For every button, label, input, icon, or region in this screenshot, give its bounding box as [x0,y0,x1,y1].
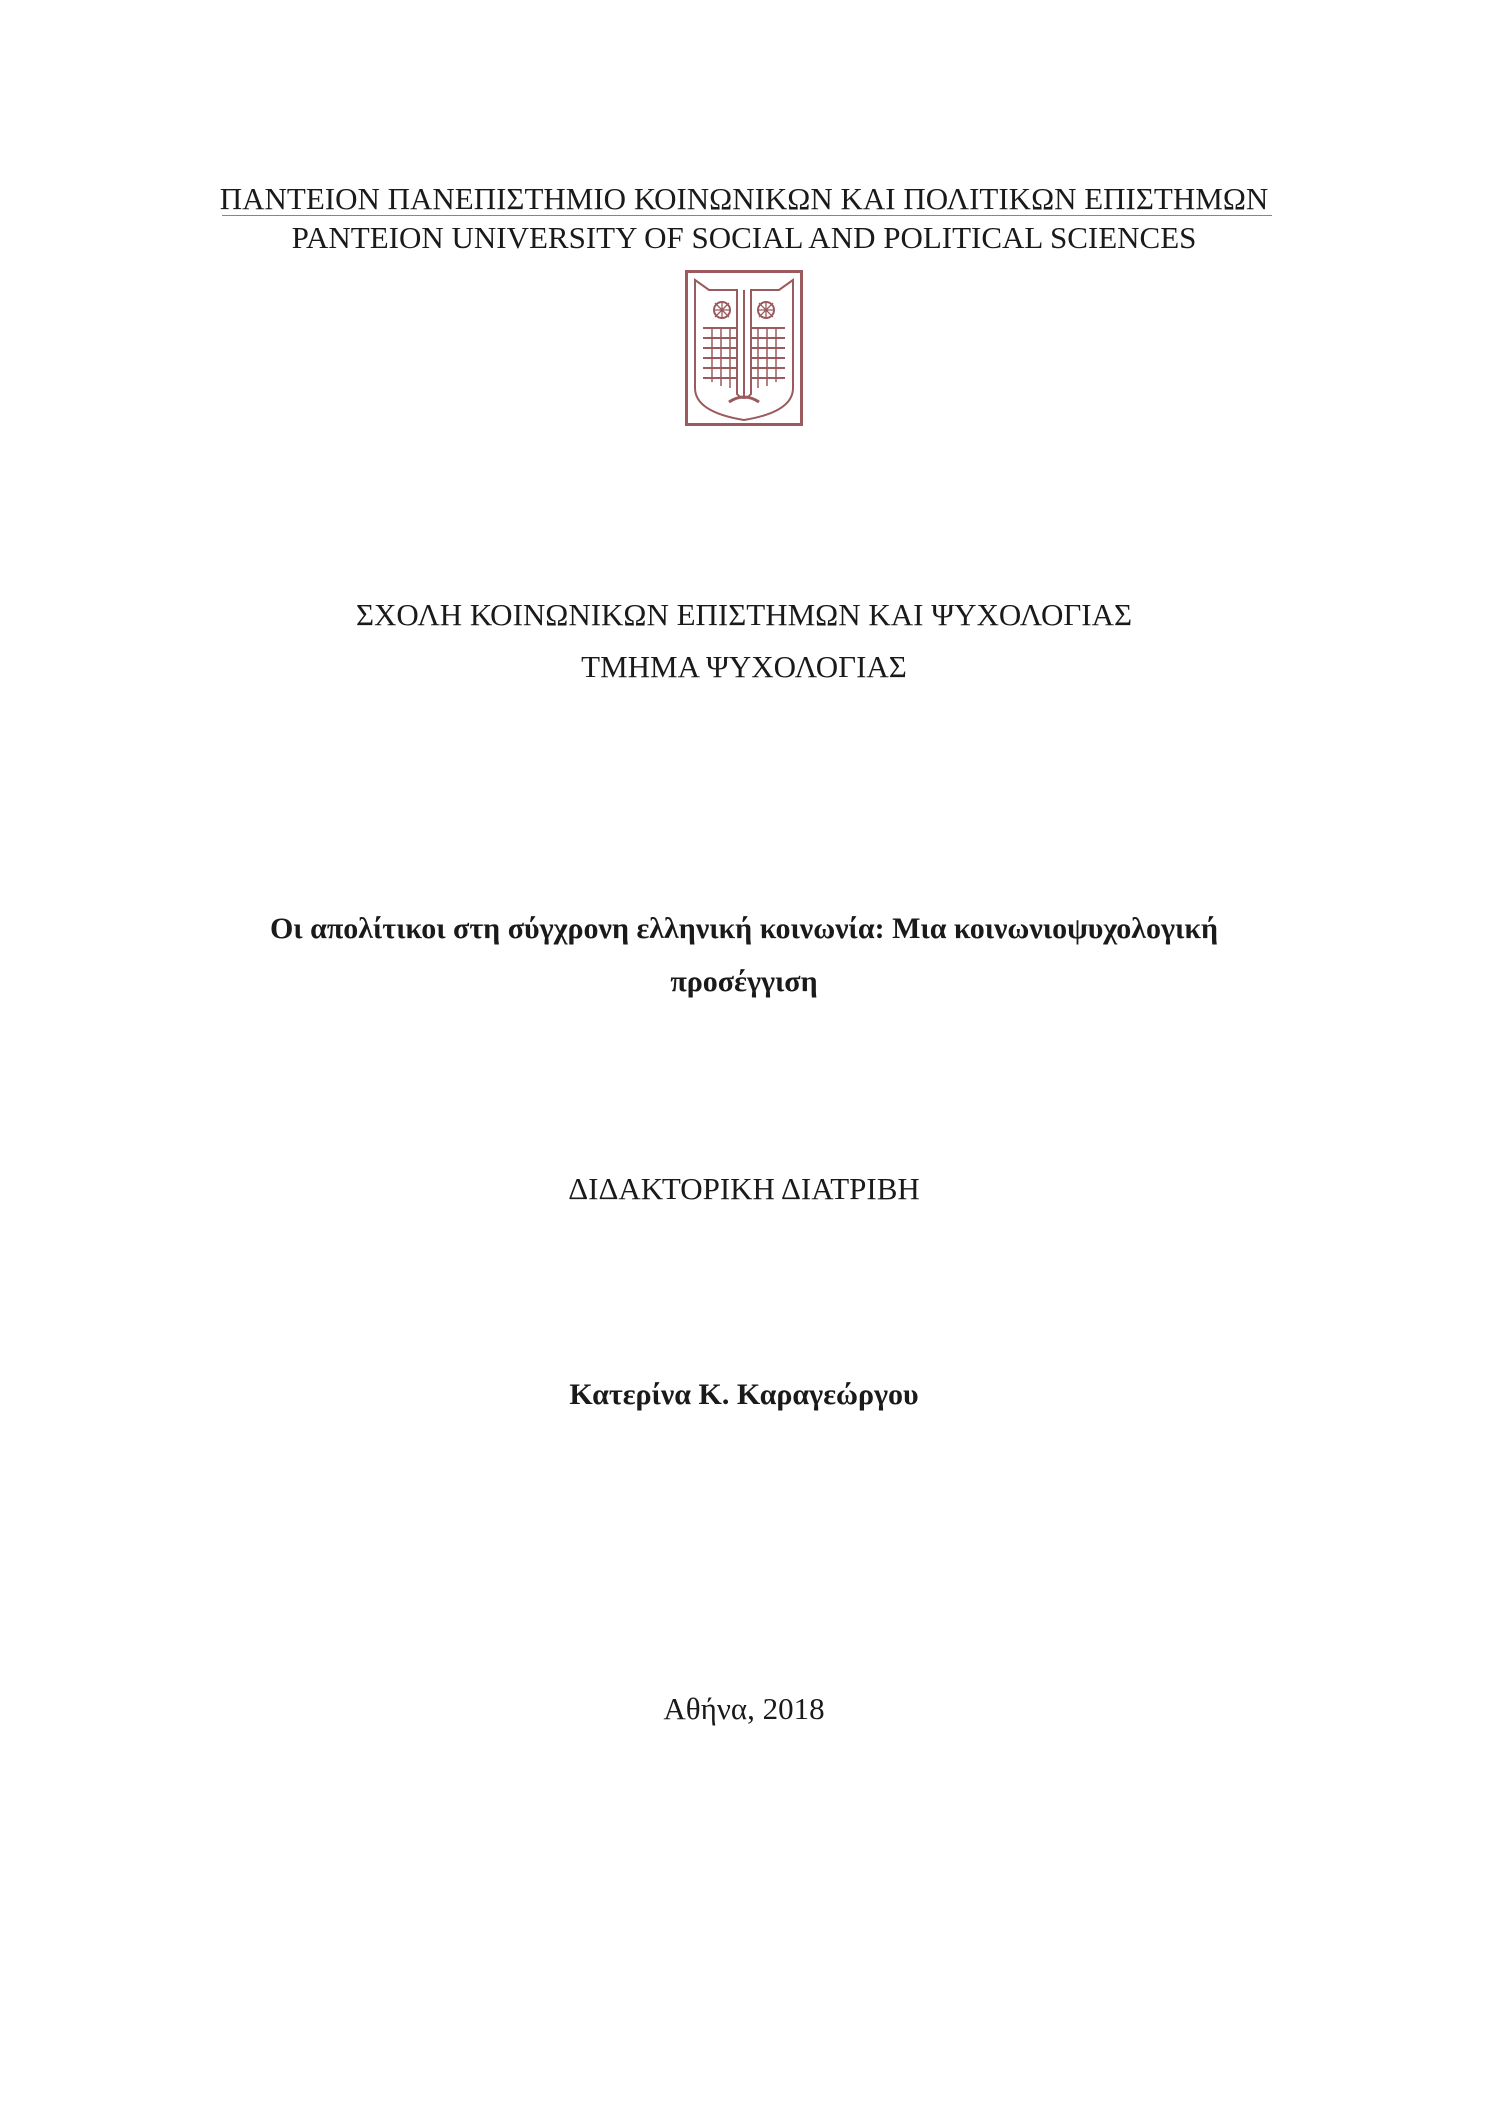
university-name-greek: ΠΑΝΤΕΙΟΝ ΠΑΝΕΠΙΣΤΗΜΙΟ ΚΟΙΝΩΝΙΚΩΝ ΚΑΙ ΠΟΛΙΤΙΚΩΝ ΕΠΙΣΤΗΜΩΝ [219,181,1269,216]
thesis-title-line-1: Οι απολίτικοι στη σύγχρονη ελληνική κοινωνία: Μια κοινωνιοψυχολογική [269,912,1219,945]
school-name: ΣΧΟΛΗ ΚΟΙΝΩΝΙΚΩΝ ΕΠΙΣΤΗΜΩΝ ΚΑΙ ΨΥΧΟΛΟΓΙΑΣ [355,597,1133,632]
header-divider [222,215,1272,216]
thesis-title-line-2: προσέγγιση [670,965,818,998]
university-name-english: PANTEION UNIVERSITY OF SOCIAL AND POLITICAL SCIENCES [291,220,1197,255]
department-name: ΤΜΗΜΑ ΨΥΧΟΛΟΓΙΑΣ [581,649,907,684]
thesis-type: ΔΙΔΑΚΤΟΡΙΚΗ ΔΙΑΤΡΙΒΗ [568,1171,920,1206]
university-crest-icon [685,270,803,426]
place-and-date: Αθήνα, 2018 [663,1691,825,1726]
author-name: Κατερίνα Κ. Καραγεώργου [569,1378,919,1411]
